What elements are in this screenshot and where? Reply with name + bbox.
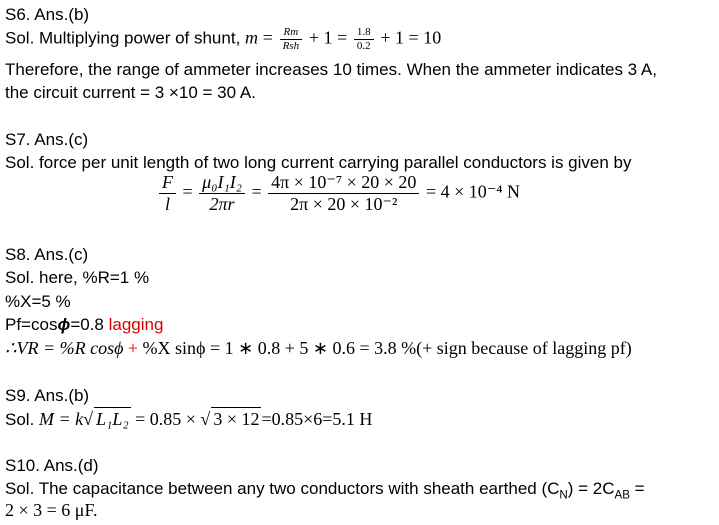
s7-eq1: = xyxy=(182,181,193,202)
s7-num2: 4π × 10⁻⁷ × 20 × 20 xyxy=(268,172,419,194)
s10-line1 xyxy=(5,477,645,500)
s7-den2: 2π × 20 × 10⁻² xyxy=(290,193,398,214)
s7-frac-f-l xyxy=(159,172,176,214)
s7-solution: Sol. force per unit length of two long current carrying parallel conductors is given by xyxy=(5,153,632,172)
s6-sol-prefix: Sol. Multiplying power of shunt, xyxy=(5,28,246,48)
s9-solution: Sol. M = k√ L₁L₂ = 0.85 × √ 3 × 12 =0.85×6=5.1 H xyxy=(5,409,373,429)
s9-radicand: L₁L₂ xyxy=(96,409,129,429)
s6-m: m xyxy=(245,27,259,48)
s10-line1b: ) = 2C xyxy=(567,479,615,498)
s6-den: 0.2 xyxy=(356,39,371,52)
s7-l: l xyxy=(164,193,170,214)
s8-lagging: lagging xyxy=(108,315,164,334)
s8-line1: Sol. here, %R=1 % xyxy=(5,268,150,287)
s6-answer: S6. Ans.(b) xyxy=(5,5,90,24)
s8-plus: + xyxy=(127,338,139,358)
s9-tail: =0.85×6=5.1 H xyxy=(261,409,373,429)
s7-den1: 2πr xyxy=(209,193,235,214)
s7-answer: S7. Ans.(c) xyxy=(5,130,89,149)
s7-eq2: = xyxy=(251,181,262,202)
s8-pf xyxy=(5,313,163,336)
s10-line2: 2 × 3 = 6 μF. xyxy=(5,500,98,520)
s10-sub-ab: AB xyxy=(614,489,630,502)
s6-frac-1.8-0.2 xyxy=(354,26,374,52)
s8-pf-value: =0.8 xyxy=(70,315,109,334)
s6-result: + 1 = 10 xyxy=(380,27,442,48)
s8-pf-prefix: Pf=cos xyxy=(5,315,58,334)
s10-line1-text: Sol. The capacitance between any two conductors with sheath earthed (C xyxy=(5,479,560,498)
s10-answer: S10. Ans.(d) xyxy=(5,456,99,475)
s7-num1: μ₀I₁I₂ xyxy=(199,172,245,194)
s6-num: 1.8 xyxy=(354,26,374,40)
s6-solution xyxy=(5,26,441,52)
s6-line2: Therefore, the range of ammeter increases 10 times. When the ammeter indicates 3 A, xyxy=(5,60,657,79)
s8-answer: S8. Ans.(c) xyxy=(5,245,89,264)
s7-result: = 4 × 10⁻⁴ N xyxy=(425,181,521,202)
s6-frac-rm-rsh xyxy=(280,26,303,52)
s8-line2: %X=5 % xyxy=(5,292,71,311)
s8-vr-right: %X sinϕ = 1 ∗ 0.8 + 5 ∗ 0.6 = 3.8 %(+ sign because of lagging pf) xyxy=(138,338,632,358)
s9-rhs: = 0.85 × xyxy=(130,409,201,429)
s9-sol-prefix: Sol. xyxy=(5,410,40,429)
s8-vr-left: ∴VR = %R cosϕ xyxy=(5,338,128,358)
s6-eq: = xyxy=(262,27,273,48)
s6-plus1: + 1 = xyxy=(308,27,348,48)
s6-rm: Rm xyxy=(280,26,303,40)
s7-frac-values xyxy=(268,172,419,214)
s7-frac-formula xyxy=(199,172,245,214)
s7-f: F xyxy=(159,172,176,194)
s9-lhs: M = k xyxy=(39,409,84,429)
s9-answer: S9. Ans.(b) xyxy=(5,386,90,405)
s6-rsh: Rsh xyxy=(282,39,300,52)
s7-equation xyxy=(157,172,520,214)
s9-radicand2: 3 × 12 xyxy=(213,409,260,429)
s6-line3: the circuit current = 3 ×10 = 30 A. xyxy=(5,83,256,102)
s10-sub-n: N xyxy=(559,489,568,502)
s10-line1c: = xyxy=(629,479,645,498)
s8-vr xyxy=(5,337,632,360)
s8-phi: ϕ xyxy=(57,315,71,334)
